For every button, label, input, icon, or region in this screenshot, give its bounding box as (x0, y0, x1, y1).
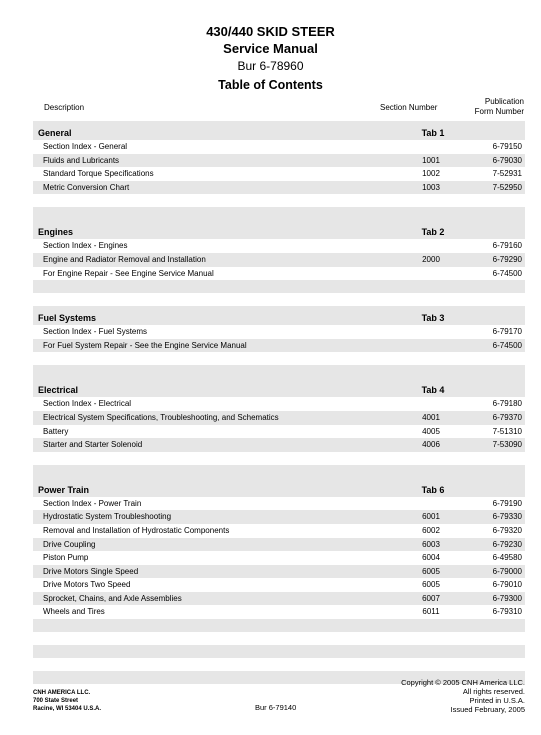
table-row (33, 538, 525, 552)
row-description: Piston Pump (43, 553, 89, 563)
row-description: For Fuel System Repair - See the Engine Service Manual (43, 340, 247, 350)
table-row (33, 438, 525, 452)
row-description: Metric Conversion Chart (43, 182, 130, 192)
column-header-section-number: Section Number (380, 103, 438, 112)
spacer-row (33, 465, 525, 478)
section-header-name: General (38, 128, 72, 138)
row-section-number: 4006 (422, 440, 440, 450)
row-publication-number: 6-79190 (492, 498, 522, 508)
footer-city: Racine, WI 53404 U.S.A. (33, 706, 102, 712)
table-row (33, 267, 525, 281)
row-description: Electrical System Specifications, Troubleshooting, and Schematics (43, 412, 279, 422)
footer-address (33, 689, 101, 713)
row-section-number: 6003 (422, 539, 440, 549)
table-of-contents (33, 121, 525, 684)
table-row (33, 140, 525, 154)
footer-copyright: Copyright © 2005 CNH America LLC. (401, 678, 525, 687)
table-row (33, 154, 525, 168)
section-header-tab: Tab 4 (421, 385, 445, 396)
row-publication-number: 6-79310 (492, 607, 522, 617)
table-row (33, 524, 525, 538)
section-header-row (33, 378, 525, 397)
table-row (33, 578, 525, 592)
row-description: Removal and Installation of Hydrostatic Components (43, 525, 230, 535)
footer-street: 700 State Street (33, 698, 79, 704)
manual-subtitle: Service Manual (223, 41, 318, 56)
table-row (33, 565, 525, 579)
spacer-row (33, 293, 525, 306)
table-row (33, 325, 525, 339)
row-section-number: 1003 (422, 182, 440, 192)
row-section-number: 6001 (422, 512, 440, 522)
row-publication-number: 6-49580 (492, 553, 522, 563)
row-description: Battery (43, 426, 69, 436)
row-publication-number: 6-79150 (492, 142, 522, 151)
row-description: Section Index - Engines (43, 241, 128, 251)
row-description: Engine and Radiator Removal and Installation (43, 254, 206, 264)
row-description: Starter and Starter Solenoid (43, 440, 143, 450)
spacer-row (33, 207, 525, 220)
row-section-number: 6005 (422, 580, 440, 590)
section-header-row (33, 121, 525, 140)
footer-rights: All rights reserved. (462, 687, 525, 696)
row-publication-number: 6-79180 (492, 399, 522, 409)
row-section-number: 1001 (422, 155, 440, 165)
spacer-row (33, 365, 525, 378)
row-publication-number: 6-79010 (492, 580, 522, 590)
column-header-publication-line2: Form Number (474, 107, 524, 116)
row-publication-number: 6-79160 (492, 241, 522, 251)
row-section-number: 6005 (422, 566, 440, 576)
row-section-number: 6002 (422, 525, 440, 535)
spacer-row (33, 658, 525, 671)
table-row (33, 253, 525, 267)
section-header-name: Fuel Systems (38, 313, 97, 324)
row-publication-number: 6-79030 (492, 155, 522, 165)
row-description: Drive Motors Two Speed (43, 580, 131, 590)
table-row (33, 411, 525, 425)
column-header-description: Description (44, 103, 85, 112)
spacer-row (33, 452, 525, 465)
row-publication-number: 7-53090 (492, 440, 522, 450)
footer-copyright-block (401, 678, 525, 714)
row-publication-number: 6-79300 (492, 593, 522, 603)
section-header-tab: Tab 3 (421, 313, 445, 324)
row-publication-number: 6-79290 (492, 254, 522, 264)
spacer-row (33, 194, 525, 207)
table-row (33, 510, 525, 524)
row-description: Standard Torque Specifications (43, 169, 154, 179)
table-row (33, 605, 525, 619)
row-description: Drive Motors Single Speed (43, 566, 139, 576)
table-row (33, 239, 525, 253)
row-publication-number: 7-52931 (492, 169, 522, 179)
table-row (33, 339, 525, 353)
manual-title: 430/440 SKID STEER (206, 24, 335, 39)
section-header-row (33, 220, 525, 239)
row-publication-number: 6-74500 (492, 268, 522, 278)
row-publication-number: 7-52950 (492, 182, 522, 192)
row-section-number: 4001 (422, 412, 440, 422)
row-publication-number: 7-51310 (492, 426, 522, 436)
section-header-name: Power Train (38, 484, 90, 495)
section-header-row (33, 478, 525, 497)
footer-company: CNH AMERICA LLC. (33, 690, 91, 696)
toc-title: Table of Contents (218, 78, 323, 92)
row-description: Section Index - Fuel Systems (43, 327, 148, 337)
section-header-row (33, 306, 525, 325)
row-section-number: 6011 (422, 607, 440, 617)
section-header-name: Electrical (38, 385, 79, 396)
row-description: Fluids and Lubricants (43, 155, 120, 165)
table-row (33, 592, 525, 606)
spacer-row (33, 645, 525, 658)
manual-bur-number: Bur 6-78960 (237, 59, 304, 73)
row-description: Wheels and Tires (43, 607, 105, 617)
table-row (33, 181, 525, 195)
row-publication-number: 6-74500 (492, 340, 522, 350)
row-description: Drive Coupling (43, 539, 96, 549)
row-publication-number: 6-79320 (492, 525, 522, 535)
row-section-number: 6004 (422, 553, 440, 563)
table-row (33, 425, 525, 439)
row-publication-number: 6-79230 (492, 539, 522, 549)
spacer-row (33, 280, 525, 293)
column-header-publication (460, 97, 524, 117)
row-section-number: 4005 (422, 426, 440, 436)
section-header-name: Engines (38, 227, 74, 238)
section-header-tab: Tab 1 (421, 128, 445, 138)
row-description: Section Index - Electrical (43, 399, 132, 409)
table-row (33, 397, 525, 411)
section-header-tab: Tab 6 (421, 484, 445, 495)
row-description: Section Index - Power Train (43, 498, 142, 508)
row-description: Sprocket, Chains, and Axle Assemblies (43, 593, 182, 603)
table-row (33, 551, 525, 565)
row-publication-number: 6-79000 (492, 566, 522, 576)
row-publication-number: 6-79370 (492, 412, 522, 422)
row-publication-number: 6-79330 (492, 512, 522, 522)
row-description: For Engine Repair - See Engine Service Manual (43, 268, 214, 278)
row-section-number: 2000 (422, 254, 440, 264)
spacer-row (33, 619, 525, 632)
row-description: Section Index - General (43, 142, 128, 151)
table-row (33, 497, 525, 511)
spacer-row (33, 632, 525, 645)
row-description: Hydrostatic System Troubleshooting (43, 512, 172, 522)
spacer-row (33, 352, 525, 365)
footer-printed: Printed in U.S.A. (469, 696, 525, 705)
row-section-number: 1002 (422, 169, 440, 179)
column-header-publication-line1: Publication (484, 97, 524, 106)
row-section-number: 6007 (422, 593, 440, 603)
footer-bur-number: Bur 6-79140 (255, 703, 297, 712)
table-row (33, 167, 525, 181)
footer-issued: Issued February, 2005 (450, 705, 525, 714)
section-header-tab: Tab 2 (421, 227, 445, 238)
row-publication-number: 6-79170 (492, 327, 522, 337)
